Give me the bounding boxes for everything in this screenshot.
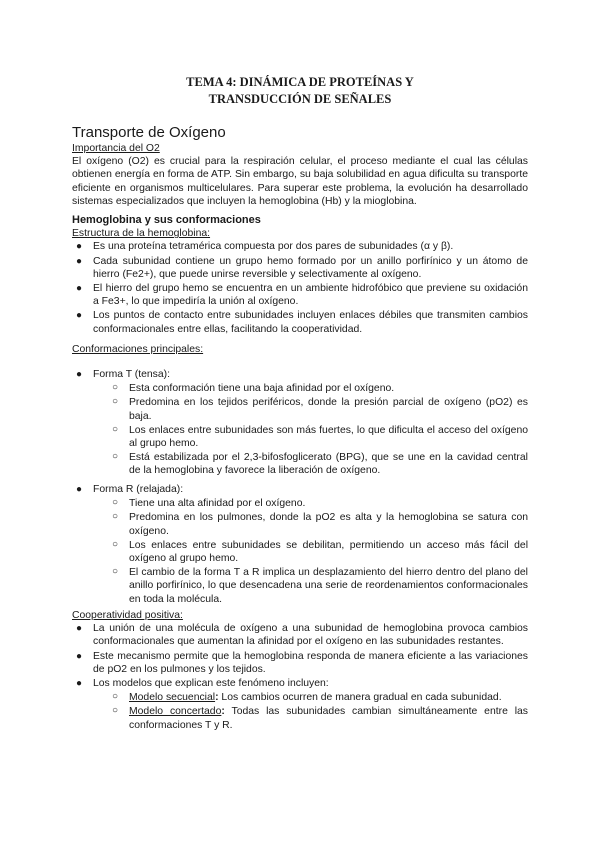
list-item: ○ Predomina en los pulmones, donde la pO2 es alta y la hemoglobina se satura con oxígeno. <box>112 511 528 537</box>
list-item <box>72 368 528 381</box>
circle-bullet-icon: ○ <box>112 566 119 578</box>
section-heading: Transporte de Oxígeno <box>72 124 226 141</box>
forma-t-block <box>72 368 528 479</box>
forma-r-block <box>72 483 528 607</box>
circle-bullet-icon: ○ <box>112 451 119 463</box>
document-title <box>0 74 600 108</box>
title-line-1: TEMA 4: DINÁMICA DE PROTEÍNAS Y <box>186 75 414 89</box>
circle-bullet-icon: ○ <box>112 396 119 408</box>
section-transporte <box>72 124 528 208</box>
section-cooperatividad <box>72 609 528 733</box>
circle-bullet-icon: ○ <box>112 691 119 703</box>
bullet-icon: ● <box>76 650 83 662</box>
structure-list <box>72 240 528 335</box>
paragraph-importancia: El oxígeno (O2) es crucial para la respiración celular, el proceso mediante el cual las células obtienen energía en forma de ATP. Sin embargo, su baja solubilidad en agua dificulta su transporte eficiente en organismos multicelulares. Para superar este problema, la evolución ha desarrollado sistemas especializados que incluyen la hemoglobina (Hb) y la mioglobina. <box>72 156 528 207</box>
modelos-sublist <box>108 691 528 732</box>
list-item: ○ Modelo concertado: Todas las subunidades cambian simultáneamente entre las conformaciones T y R. <box>112 705 528 731</box>
model-name: Modelo concertado <box>129 706 222 718</box>
bullet-icon: ● <box>76 255 83 267</box>
list-item: ○ Está estabilizada por el 2,3-bifosfoglicerato (BPG), que se une en la cavidad central de la hemoglobina y favorece la liberación de oxígeno. <box>112 451 528 477</box>
section-hemoglobina <box>72 214 528 337</box>
bullet-icon: ● <box>76 623 83 635</box>
list-item: ○ Tiene una alta afinidad por el oxígeno. <box>112 497 306 510</box>
bullet-icon: ● <box>76 241 83 253</box>
list-item <box>72 483 528 496</box>
forma-t-list <box>72 368 528 381</box>
subheading-importancia: Importancia del O2 <box>72 143 160 154</box>
model-name: Modelo secuencial <box>129 692 216 704</box>
forma-t-sublist <box>108 382 528 477</box>
bullet-icon: ● <box>76 310 83 322</box>
list-item: ● Cada subunidad contiene un grupo hemo formado por un anillo porfirínico y un átomo de hierro (Fe2+), que puede unirse reversible y selectivamente al oxígeno. <box>76 255 528 280</box>
circle-bullet-icon: ○ <box>112 382 119 394</box>
circle-bullet-icon: ○ <box>112 705 119 717</box>
bullet-icon: ● <box>76 678 83 690</box>
title-line-2: TRANSDUCCIÓN DE SEÑALES <box>208 92 392 106</box>
list-item: ● La unión de una molécula de oxígeno a una subunidad de hemoglobina provoca cambios conformacionales que aumentan la afinidad por el oxígeno en las subunidades restantes. <box>76 623 528 648</box>
forma-r-list <box>72 483 528 496</box>
list-item: ○ Predomina en los tejidos periféricos, donde la presión parcial de oxígeno (pO2) es baja. <box>112 396 528 422</box>
circle-bullet-icon: ○ <box>112 511 119 523</box>
list-item: ○ Esta conformación tiene una baja afinidad por el oxígeno. <box>112 382 395 395</box>
circle-bullet-icon: ○ <box>112 423 119 435</box>
conformaciones-label: Conformaciones principales: <box>72 344 204 355</box>
list-item: ○ Los enlaces entre subunidades se debilitan, permitiendo un acceso más fácil del oxígeno al grupo hemo. <box>112 538 528 565</box>
bullet-icon: ● <box>76 484 83 495</box>
list-item: ● Los puntos de contacto entre subunidades incluyen enlaces débiles que transmiten cambios conformacionales entre ellas, facilitando la cooperatividad. <box>76 310 528 335</box>
forma-r-sublist <box>108 497 528 606</box>
list-item: ○ Los enlaces entre subunidades son más fuertes, lo que dificulta el acceso del oxígeno al grupo hemo. <box>112 423 528 450</box>
section-conformaciones <box>72 343 528 356</box>
cooperatividad-list <box>72 622 528 690</box>
list-item: ○ El cambio de la forma T a R implica un desplazamiento del hierro dentro del plano del anillo porfirínico, lo que desencadena una serie de reordenamientos conformacionales en toda la molécula. <box>112 566 528 605</box>
circle-bullet-icon: ○ <box>112 538 119 550</box>
forma-r-label: Forma R (relajada): <box>93 484 184 495</box>
bullet-icon: ● <box>76 283 83 295</box>
circle-bullet-icon: ○ <box>112 497 119 509</box>
forma-t-label: Forma T (tensa): <box>93 369 170 380</box>
list-item: ● Los modelos que explican este fenómeno incluyen: <box>76 678 329 690</box>
structure-label: Estructura de la hemoglobina: <box>72 228 211 240</box>
cooperatividad-label: Cooperatividad positiva: <box>72 610 183 621</box>
list-item: ● Este mecanismo permite que la hemoglobina responda de manera eficiente a las variaciones de pO2 en los pulmones y los tejidos. <box>76 650 528 675</box>
list-item: ○ Modelo secuencial: Los cambios ocurren de manera gradual en cada subunidad. <box>112 691 502 704</box>
list-item: ● El hierro del grupo hemo se encuentra en un ambiente hidrofóbico que previene su oxidación a Fe3+, lo que impediría la unión al oxígeno. <box>76 283 528 308</box>
subsection-heading: Hemoglobina y sus conformaciones <box>72 214 261 226</box>
list-item: ● Es una proteína tetramérica compuesta por dos pares de subunidades (α y β). <box>76 241 454 253</box>
bullet-icon: ● <box>76 369 83 380</box>
